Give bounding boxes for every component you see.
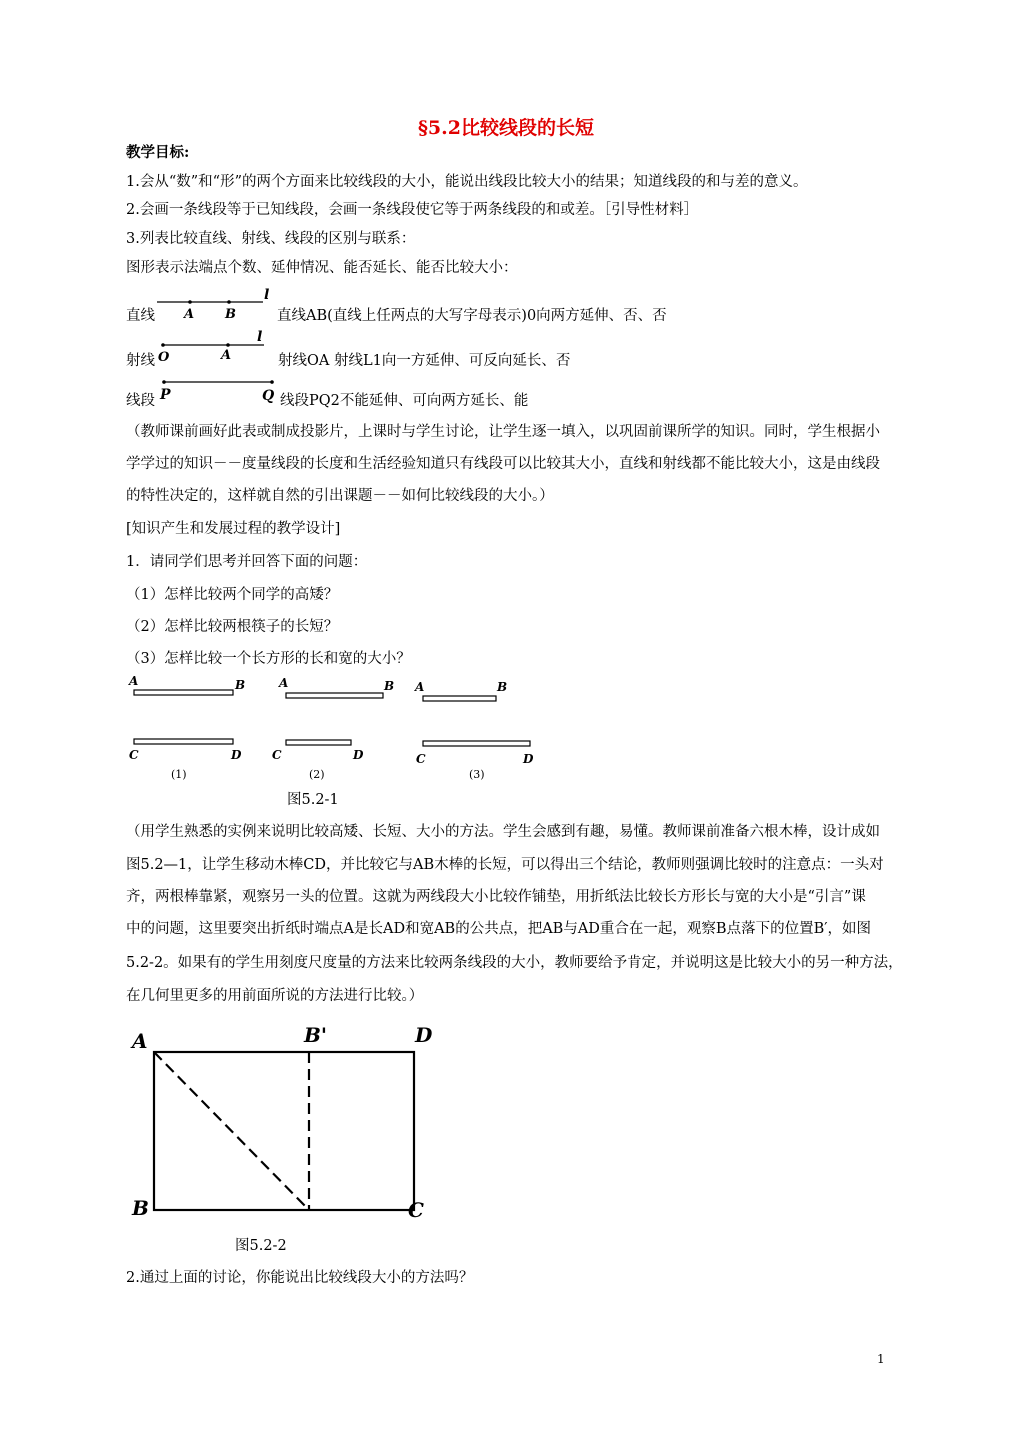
goal-2: 2.会画一条线段等于已知线段，会画一条线段使它等于两条线段的和或差。［引导性材料］ (126, 202, 699, 218)
question-1: （1）怎样比较两个同学的高矮？ (126, 587, 339, 603)
fig1-label-b-1: B (235, 678, 246, 692)
goal-3: 3.列表比较直线、射线、线段的区别与联系： (126, 231, 416, 247)
label-l2: l (257, 329, 263, 345)
row-ray-desc: 射线OA 射线L1向一方延伸、可反向延长、否 (278, 353, 571, 369)
table-intro: 图形表示法端点个数、延伸情况、能否延长、能否比较大小： (126, 260, 518, 276)
para2-line-3: 齐，两根棒靠紧，观察另一头的位置。这就为两线段大小比较作铺垫，用折纸法比较长方形长与宽的大小是“引言”课 (126, 889, 866, 905)
label-o: O (158, 350, 170, 365)
stick-ab-2 (286, 693, 383, 698)
fig2-label-b: B (132, 1196, 149, 1220)
question-3: （3）怎样比较一个长方形的长和宽的大小？ (126, 651, 411, 667)
figure-5-2-2 (126, 1018, 446, 1228)
para1-line-1: （教师课前画好此表或制成投影片，上课时与学生讨论，让学生逐一填入，以巩固前课所学的知识。同时，学生根据小 (126, 424, 880, 440)
point-p (162, 380, 166, 384)
fig1-sub-2: (2) (309, 768, 325, 781)
para2-line-5: 5.2-2。如果有的学生用刻度尺度量的方法来比较两条线段的大小，教师要给予肯定，并说明这是比较大小的另一种方法， (126, 955, 903, 971)
fig1-sub-1: (1) (171, 768, 187, 781)
point-a (188, 300, 192, 304)
para1-line-3: 的特性决定的，这样就自然的引出课题－－如何比较线段的大小。） (126, 488, 554, 504)
goals-heading: 教学目标: (126, 144, 190, 161)
segment-figure (158, 375, 283, 407)
point-a2 (226, 343, 230, 347)
fig1-label-c-3: C (416, 752, 426, 766)
fig1-sub-3: (3) (469, 768, 485, 781)
fig2-label-c: C (408, 1198, 424, 1222)
figure-5-2-2-caption: 图5.2-2 (235, 1238, 287, 1254)
point-o (161, 343, 165, 347)
label-b: B (225, 307, 236, 322)
stick-cd-2 (286, 740, 351, 745)
row-line-name: 直线 (126, 308, 155, 324)
fig1-label-a-3: A (415, 680, 425, 694)
fig1-label-a-2: A (279, 676, 289, 690)
document-title: §5.2比较线段的长短 (418, 117, 594, 139)
row-segment-name: 线段 (126, 393, 155, 409)
stick-cd-3 (423, 741, 530, 746)
fold-diagonal (154, 1052, 309, 1210)
point-b (227, 300, 231, 304)
ray-figure (156, 328, 276, 368)
label-l: l (264, 287, 270, 303)
fig1-label-b-3: B (497, 680, 508, 694)
fig1-label-d-3: D (523, 752, 534, 766)
row-ray-name: 射线 (126, 353, 155, 369)
label-p: P (160, 387, 171, 403)
fig1-label-d-1: D (231, 748, 242, 762)
para2-line-6: 在几何里更多的用前面所说的方法进行比较。） (126, 988, 424, 1004)
row-segment-desc: 线段PQ2不能延伸、可向两方延长、能 (280, 393, 529, 409)
fig1-label-d-2: D (353, 748, 364, 762)
para2-line-1: （用学生熟悉的实例来说明比较高矮、长短、大小的方法。学生会感到有趣，易懂。教师课前准备六根木棒，设计成如 (126, 824, 880, 840)
fig1-label-c-2: C (272, 748, 282, 762)
fig2-label-d: D (415, 1023, 433, 1047)
line-figure (155, 285, 275, 325)
fig1-label-a-1: A (129, 674, 139, 688)
rectangle-abcd (154, 1052, 414, 1210)
stick-ab-1 (134, 690, 233, 695)
question-2: （2）怎样比较两根筷子的长短？ (126, 619, 339, 635)
row-line-desc: 直线AB(直线上任两点的大写字母表示)0向两方延伸、否、否 (277, 308, 667, 324)
point-q (270, 380, 274, 384)
label-q: Q (262, 388, 275, 404)
stick-cd-1 (134, 739, 233, 744)
goal-1: 1.会从“数”和“形”的两个方面来比较线段的大小，能说出线段比较大小的结果；知道线段的和与差的意义。 (126, 174, 808, 190)
para2-line-4: 中的问题，这里要突出折纸时端点A是长AD和宽AB的公共点，把AB与AD重合在一起，观察B点落下的位置B′，如图 (126, 921, 872, 937)
stick-ab-3 (423, 696, 496, 701)
page-number: 1 (877, 1352, 885, 1366)
fig1-label-c-1: C (129, 748, 139, 762)
section-heading: [知识产生和发展过程的教学设计] (126, 521, 341, 537)
label-a: A (184, 307, 195, 322)
fig2-label-b-prime: B' (304, 1023, 328, 1047)
figure-5-2-1-caption: 图5.2-1 (287, 792, 339, 808)
figure-5-2-1 (125, 672, 545, 787)
para1-line-2: 学学过的知识－－度量线段的长度和生活经验知道只有线段可以比较其大小，直线和射线都不能比较大小，这是由线段 (126, 456, 880, 472)
fig2-label-a: A (132, 1029, 148, 1053)
question-intro: 1．请同学们思考并回答下面的问题： (126, 554, 368, 570)
fig1-label-b-2: B (384, 679, 395, 693)
question-2-method: 2.通过上面的讨论，你能说出比较线段大小的方法吗？ (126, 1270, 474, 1286)
label-a2: A (221, 348, 232, 363)
para2-line-2: 图5.2—1，让学生移动木棒CD，并比较它与AB木棒的长短，可以得出三个结论，教师则强调比较时的注意点：一头对 (126, 857, 884, 873)
